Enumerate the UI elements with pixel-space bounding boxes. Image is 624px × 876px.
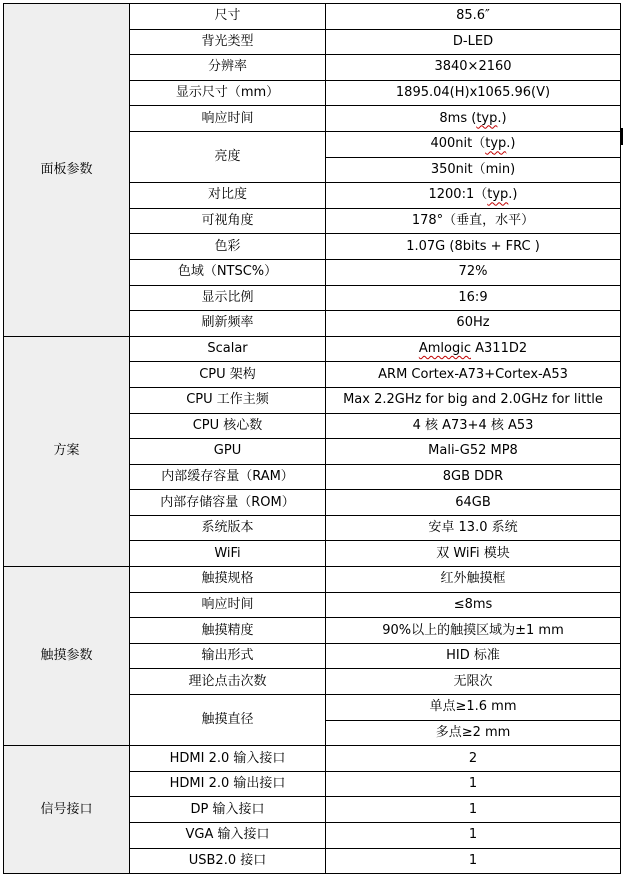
spec-label: 触摸直径: [130, 695, 326, 746]
spec-value: 16:9: [326, 285, 621, 311]
spec-label: WiFi: [130, 541, 326, 567]
spec-value: 85.6″: [326, 4, 621, 30]
spec-label: 色域（NTSC%）: [130, 259, 326, 285]
text-cursor: [621, 128, 623, 145]
spec-value: 2: [326, 746, 621, 772]
spec-label: 分辨率: [130, 55, 326, 81]
group-label: 方案: [4, 336, 130, 566]
spec-value: ≤8ms: [326, 592, 621, 618]
spec-label: GPU: [130, 439, 326, 465]
spec-value: D-LED: [326, 29, 621, 55]
spec-value: Amlogic A311D2: [326, 336, 621, 362]
spec-label: 系统版本: [130, 515, 326, 541]
spec-value: ARM Cortex-A73+Cortex-A53: [326, 362, 621, 388]
group-label: 信号接口: [4, 746, 130, 874]
spec-label: 亮度: [130, 131, 326, 182]
spec-value: 安卓 13.0 系统: [326, 515, 621, 541]
table-row: [4, 567, 621, 593]
spec-value: 8GB DDR: [326, 464, 621, 490]
spec-label: 理论点击次数: [130, 669, 326, 695]
spec-label: 内部存储容量（ROM）: [130, 490, 326, 516]
spec-label: 触摸规格: [130, 567, 326, 593]
spec-value: Mali-G52 MP8: [326, 439, 621, 465]
group-label: 触摸参数: [4, 567, 130, 746]
spec-value: 90%以上的触摸区域为±1 mm: [326, 618, 621, 644]
spec-sheet: [3, 3, 621, 874]
spec-label: 背光类型: [130, 29, 326, 55]
spec-label: 色彩: [130, 234, 326, 260]
spec-label: 响应时间: [130, 106, 326, 132]
table-row: [4, 4, 621, 30]
spec-value: 双 WiFi 模块: [326, 541, 621, 567]
spec-label: 显示尺寸（mm）: [130, 80, 326, 106]
spec-label: 尺寸: [130, 4, 326, 30]
spec-label: CPU 架构: [130, 362, 326, 388]
spec-label: 刷新频率: [130, 311, 326, 337]
spec-label: CPU 工作主频: [130, 387, 326, 413]
spec-value: 1: [326, 771, 621, 797]
spec-label: USB2.0 接口: [130, 848, 326, 874]
spec-value: 72%: [326, 259, 621, 285]
spec-value: 1.07G (8bits + FRC ): [326, 234, 621, 260]
spec-value: HID 标准: [326, 643, 621, 669]
spec-value: 红外触摸框: [326, 567, 621, 593]
spec-value: 单点≥1.6 mm: [326, 695, 621, 721]
spec-value: 1: [326, 797, 621, 823]
spec-value: Max 2.2GHz for big and 2.0GHz for little: [326, 387, 621, 413]
spec-label: VGA 输入接口: [130, 823, 326, 849]
spec-label: Scalar: [130, 336, 326, 362]
spec-value: 1: [326, 848, 621, 874]
spec-value: 400nit（typ.): [326, 131, 621, 157]
spec-value: 178°（垂直，水平）: [326, 208, 621, 234]
spec-label: CPU 核心数: [130, 413, 326, 439]
spec-table: [3, 3, 621, 874]
spec-value: 60Hz: [326, 311, 621, 337]
spec-value: 64GB: [326, 490, 621, 516]
spec-value: 1: [326, 823, 621, 849]
spec-value: 8ms (typ.): [326, 106, 621, 132]
spec-label: 响应时间: [130, 592, 326, 618]
spec-label: 输出形式: [130, 643, 326, 669]
group-label: 面板参数: [4, 4, 130, 337]
spec-table-body: [4, 4, 621, 874]
spec-label: 内部缓存容量（RAM）: [130, 464, 326, 490]
spec-value: 1895.04(H)x1065.96(V): [326, 80, 621, 106]
spec-label: 显示比例: [130, 285, 326, 311]
spec-label: DP 输入接口: [130, 797, 326, 823]
spec-value: 4 核 A73+4 核 A53: [326, 413, 621, 439]
spec-label: 可视角度: [130, 208, 326, 234]
spec-value: 3840×2160: [326, 55, 621, 81]
table-row: [4, 336, 621, 362]
table-row: [4, 746, 621, 772]
spec-value: 多点≥2 mm: [326, 720, 621, 746]
spec-label: 对比度: [130, 183, 326, 209]
spec-value: 无限次: [326, 669, 621, 695]
spec-label: HDMI 2.0 输出接口: [130, 771, 326, 797]
spec-value: 350nit（min): [326, 157, 621, 183]
spec-label: HDMI 2.0 输入接口: [130, 746, 326, 772]
spec-label: 触摸精度: [130, 618, 326, 644]
spec-value: 1200:1（typ.): [326, 183, 621, 209]
